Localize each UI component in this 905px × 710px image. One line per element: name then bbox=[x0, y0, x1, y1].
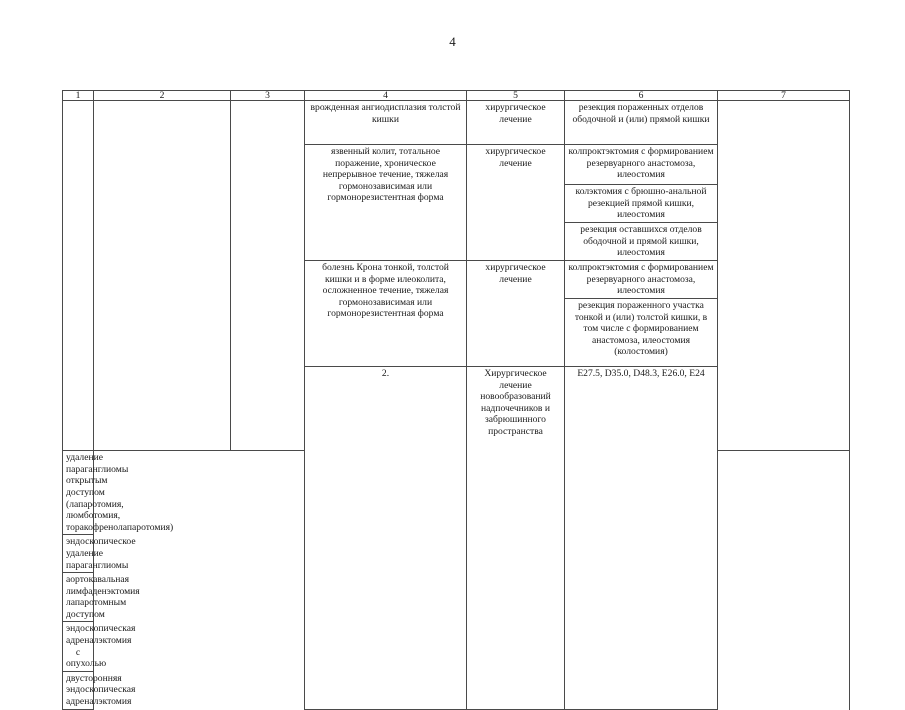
method-cell: резекция оставшихся отделов ободочной и прямой кишки, илеостомия bbox=[565, 223, 718, 261]
service-name-cell: Хирургическое лечение новообразований надпочечников и забрюшинного пространства bbox=[467, 367, 565, 710]
method-cell: колэктомия с брюшно-анальной резекцией прямой кишки, илеостомия bbox=[565, 185, 718, 223]
column-header-row bbox=[63, 91, 850, 101]
method-cell: резекция пораженного участка тонкой и (или) толстой кишки, в том числе с формированием анастомоза, илеостомия (колостомия) bbox=[565, 299, 718, 367]
column-header-1: 1 bbox=[63, 91, 94, 101]
method-cell: двусторонняя эндоскопическая адреналэктомия bbox=[63, 671, 94, 709]
table-row bbox=[63, 101, 850, 145]
method-cell: удаление параганглиомы открытым доступом (лапаротомия, люмботомия, торакофренолапаротомия) bbox=[63, 451, 94, 535]
method-cell: колпроктэктомия с формированием резервуарного анастомоза, илеостомия bbox=[565, 261, 718, 299]
treatment-type-cell: хирургическое лечение bbox=[467, 261, 565, 367]
condition-cell: язвенный колит, тотальное поражение, хроническое непрерывное течение, тяжелая гормонозависимая или гормонорезистентная форма bbox=[305, 145, 467, 261]
page-number: 4 bbox=[449, 34, 456, 49]
method-cell: эндоскопическая адреналэктомия с опухолью bbox=[63, 622, 94, 671]
column-header-6: 6 bbox=[565, 91, 718, 101]
method-cell: эндоскопическое удаление параганглиомы bbox=[63, 535, 94, 573]
method-cell: колпроктэктомия с формированием резервуарного анастомоза, илеостомия bbox=[565, 145, 718, 185]
method-cell: резекция пораженных отделов ободочной и (или) прямой кишки bbox=[565, 101, 718, 145]
column-header-2: 2 bbox=[94, 91, 231, 101]
row-number-cell: 2. bbox=[305, 367, 467, 710]
method-cell: аортокавальная лимфаденэктомия лапаротомным доступом bbox=[63, 573, 94, 622]
column-header-7: 7 bbox=[718, 91, 850, 101]
icd-codes-cell bbox=[231, 101, 305, 451]
treatment-type-cell: хирургическое лечение bbox=[467, 145, 565, 261]
services-table bbox=[62, 90, 850, 710]
column-header-4: 4 bbox=[305, 91, 467, 101]
treatment-type-cell: хирургическое лечение bbox=[467, 101, 565, 145]
row-number-cell bbox=[63, 101, 94, 451]
column-header-3: 3 bbox=[231, 91, 305, 101]
icd-codes-cell: E27.5, D35.0, D48.3, E26.0, E24 bbox=[565, 367, 718, 710]
column-header-5: 5 bbox=[467, 91, 565, 101]
service-name-cell bbox=[94, 101, 231, 451]
condition-cell: болезнь Крона тонкой, толстой кишки и в форме илеоколита, осложненное течение, тяжелая гормонозависимая или гормонорезистентная форма bbox=[305, 261, 467, 367]
condition-cell: врожденная ангиодисплазия толстой кишки bbox=[305, 101, 467, 145]
cost-cell bbox=[718, 101, 850, 451]
